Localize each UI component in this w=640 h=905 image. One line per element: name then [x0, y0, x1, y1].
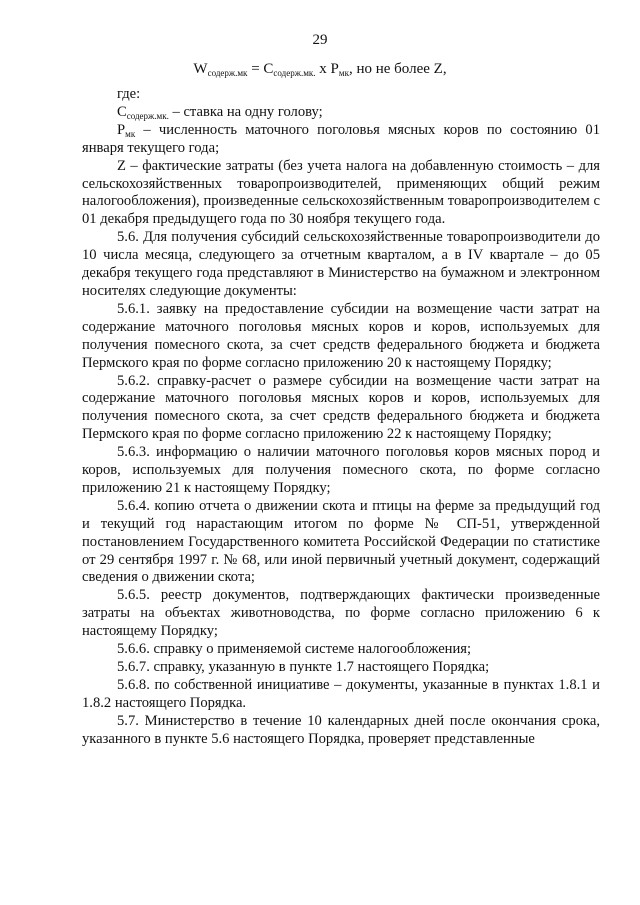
paragraph-5-6-7: 5.6.7. справку, указанную в пункте 1.7 настоящего Порядка; — [117, 659, 490, 675]
subsidy-formula — [0, 60, 640, 78]
document-body — [82, 82, 600, 749]
formula-tail: , но не более Z, — [348, 61, 447, 77]
paragraph-5-6-8: 5.6.8. по собственной инициативе – документы, указанные в пунктах 1.8.1 и 1.8.2 настоящего Порядка. — [82, 676, 600, 711]
definition-p-text: – численность маточного поголовья мясных коров по состоянию 01 января текущего года; — [82, 121, 600, 156]
formula-p: P — [330, 61, 339, 77]
paragraph-5-6-3: 5.6.3. информацию о наличии маточного поголовья коров мясных пород и коров, используемых для получения помесного скота, по форме согласно приложению 21 к настоящему Порядку; — [82, 444, 600, 496]
formula-equals: = — [247, 61, 264, 77]
definition-z-symbol: Z — [117, 157, 126, 174]
paragraph-5-6-5: 5.6.5. реестр документов, подтверждающих фактически произведенные затраты на объектах животноводства, по форме согласно приложению 6 к настоящему Порядку; — [82, 587, 600, 640]
paragraph-5-6-1: 5.6.1. заявку на предоставление субсидии на возмещение части затрат на содержание маточного поголовья мясных коров и коров, используемых для получения помесного скота, за счет средств федерального бюджета и бюджета Пермского края по форме согласно приложению 20 к настоящему Порядку; — [82, 300, 600, 371]
formula-p-subscript: мк — [338, 68, 349, 78]
definition-c-subscript: содерж.мк. — [126, 110, 169, 121]
definition-p — [82, 122, 600, 158]
formula-w-subscript: содерж.мк — [207, 68, 248, 78]
formula-c-subscript: содерж.мк. — [273, 68, 316, 78]
paragraph-5-6-2: 5.6.2. справку-расчет о размере субсидии на возмещение части затрат на содержание маточного поголовья мясных коров и коров, используемых для получения помесного скота, за счет средств федерального бюджета и бюджета Пермского края по форме согласно приложению 22 к настоящему Порядку; — [82, 372, 600, 443]
paragraph-5-6-4: 5.6.4. копию отчета о движении скота и птицы на ферме за предыдущий год и текущий год нарастающим итогом по форме № СП-51, утвержденной постановлением Государственного комитета Российской Федерации по статистике от 29 сентября 1997 г. № 68, или иной первичный учетный документ, содержащий сведения о движении скота; — [82, 497, 600, 586]
paragraph-5-7: 5.7. Министерство в течение 10 календарных дней после окончания срока, указанного в пункте 5.6 настоящего Порядка, проверяет представленные — [82, 712, 600, 747]
paragraph-5-6: 5.6. Для получения субсидий сельскохозяйственные товаропроизводители до 10 числа месяца, следующего за отчетным кварталом, а в IV квартале – до 05 декабря текущего года представляют в Министерство на бумажном и электронном носителях следующие документы: — [82, 229, 600, 299]
where-label: где: — [117, 86, 141, 102]
page-number: 29 — [312, 32, 328, 48]
definition-z-text: – фактические затраты (без учета налога на добавленную стоимость – для сельскохозяйственных товаропроизводителей, применяющих общий режим налогообложения), произведенные сельскохозяйственным товаропроизводителем с 01 декабря предыдущего года по 30 ноября текущего года. — [82, 157, 600, 228]
formula-c: C — [263, 61, 274, 77]
definition-z — [82, 158, 600, 230]
definition-p-subscript: мк — [125, 128, 136, 139]
definition-c-symbol: C — [117, 103, 127, 120]
formula-times: х — [315, 61, 331, 77]
formula-w: W — [193, 61, 208, 77]
definition-c — [82, 104, 600, 122]
definition-p-symbol: P — [117, 121, 126, 138]
paragraph-5-6-6: 5.6.6. справку о применяемой системе налогообложения; — [117, 641, 472, 658]
definition-c-text: – ставка на одну голову; — [168, 103, 323, 120]
